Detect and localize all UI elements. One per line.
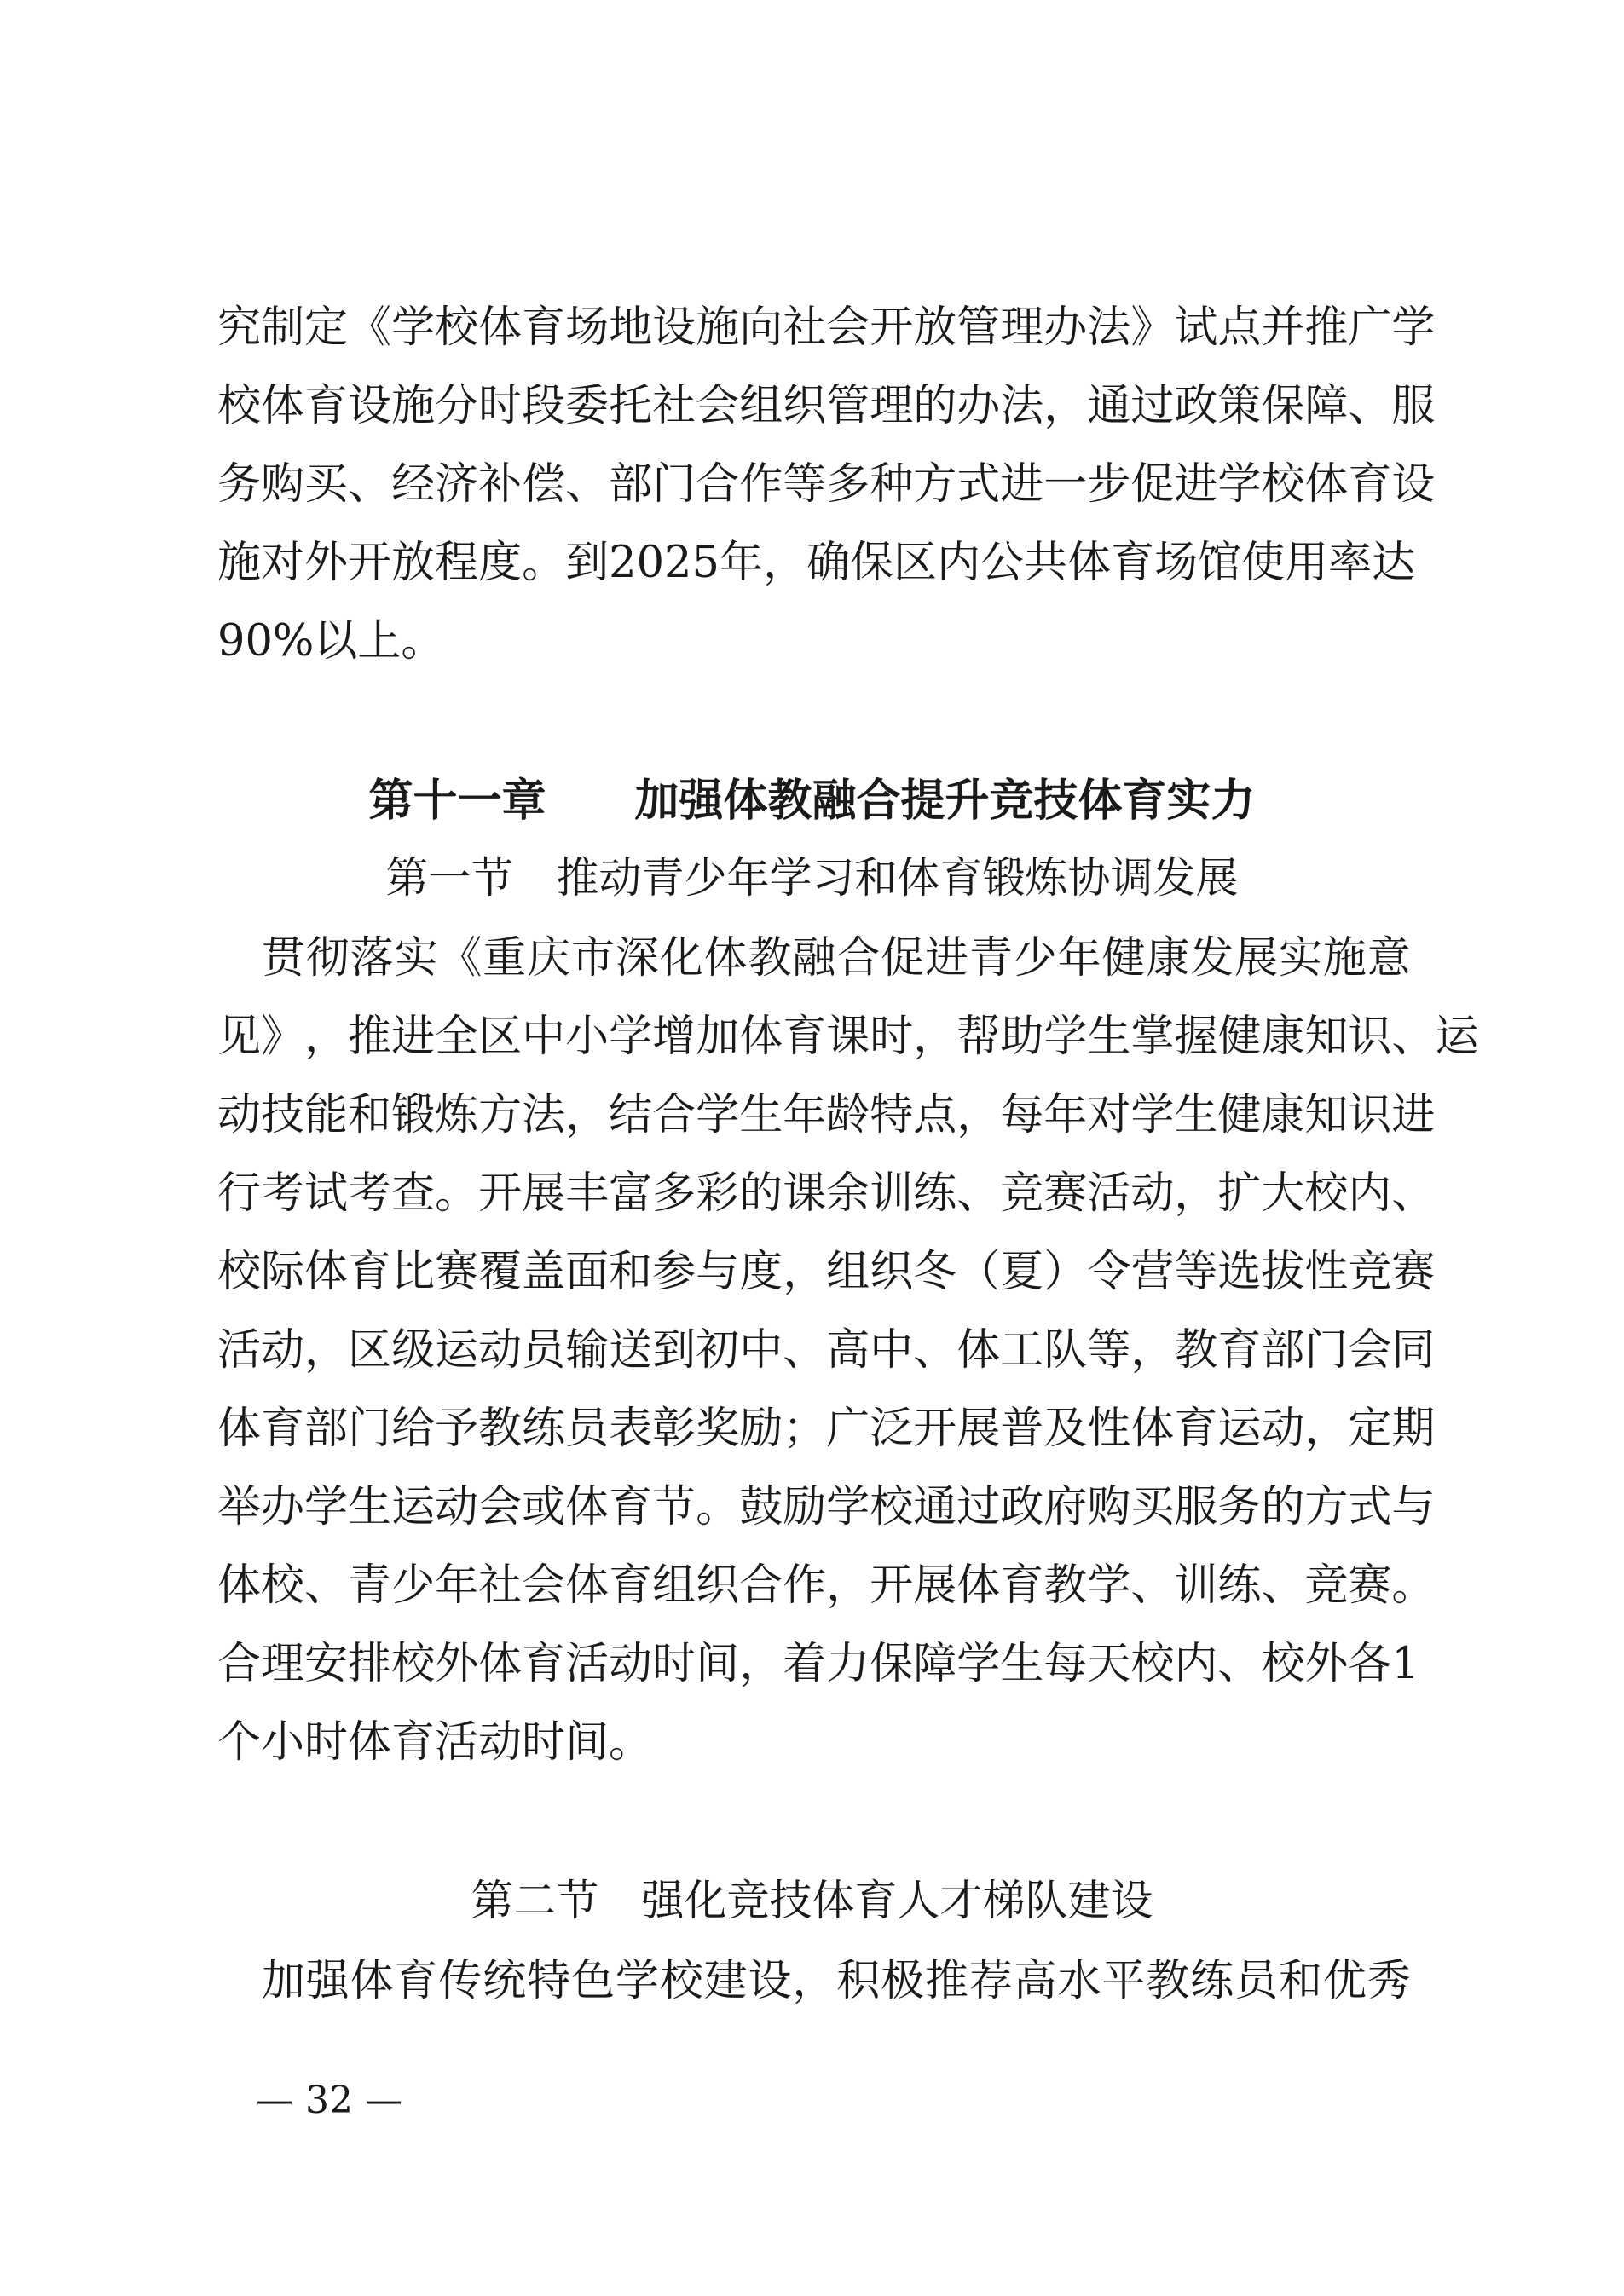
- page-number: — 32 —: [256, 2079, 402, 2122]
- section-heading: 第一节 推动青少年学习和体育锻炼协调发展: [385, 853, 1239, 903]
- text-line: 90%以上。: [217, 616, 445, 666]
- text-line: 贯 彻 落 实 《 重 庆 市 深 化 体 教 融 合 促 进 青 少 年 健 康 发 展 实 施 意: [261, 933, 1411, 984]
- text-line: 动 技 能 和 锻 炼 方 法 ， 结 合 学 生 年 龄 特 点 ， 每 年 对 学 生 健 康 知 识 进: [217, 1090, 1436, 1140]
- text-line: 合 理 安 排 校 外 体 育 活 动 时 间 ， 着 力 保 障 学 生 每 天 校 内 、 校 外 各 1: [217, 1639, 1419, 1689]
- text-line: 体 校 、 青 少 年 社 会 体 育 组 织 合 作 ， 开 展 体 育 教 学 、 训 练 、 竞 赛 。: [217, 1560, 1436, 1611]
- text-line: 见 》 ， 推 进 全 区 中 小 学 增 加 体 育 课 时 ， 帮 助 学 生 掌 握 健 康 知 识 、 运: [217, 1012, 1479, 1062]
- text-line: 校 体 育 设 施 分 时 段 委 托 社 会 组 织 管 理 的 办 法 ， 通 过 政 策 保 障 、 服: [217, 381, 1436, 431]
- text-line: 举 办 学 生 运 动 会 或 体 育 节 。 鼓 励 学 校 通 过 政 府 购 买 服 务 的 方 式 与: [217, 1482, 1436, 1532]
- text-line: 体 育 部 门 给 予 教 练 员 表 彰 奖 励 ； 广 泛 开 展 普 及 性 体 育 运 动 ， 定 期: [217, 1404, 1436, 1454]
- text-line: 行 考 试 考 查 。 开 展 丰 富 多 彩 的 课 余 训 练 、 竞 赛 活 动 ， 扩 大 校 内 、: [217, 1168, 1436, 1219]
- text-line: 施 对 外 开 放 程 度 。 到 2025 年 ， 确 保 区 内 公 共 体 育 场 馆 使 用 率 达: [217, 538, 1416, 588]
- text-line: 务 购 买 、 经 济 补 偿 、 部 门 合 作 等 多 种 方 式 进 一 步 促 进 学 校 体 育 设: [217, 459, 1436, 510]
- text-line: 究 制 定 《 学 校 体 育 场 地 设 施 向 社 会 开 放 管 理 办 法 》 试 点 并 推 广 学: [217, 303, 1436, 353]
- text-line: 活 动 ， 区 级 运 动 员 输 送 到 初 中 、 高 中 、 体 工 队 等 ， 教 育 部 门 会 同: [217, 1325, 1436, 1376]
- text-line: 校 际 体 育 比 赛 覆 盖 面 和 参 与 度 ， 组 织 冬 （ 夏 ） 令 营 等 选 拔 性 竞 赛: [217, 1247, 1436, 1297]
- text-line: 加 强 体 育 传 统 特 色 学 校 建 设 ， 积 极 推 荐 高 水 平 教 练 员 和 优 秀: [261, 1956, 1411, 2006]
- section-heading: 第二节 强化竞技体育人才梯队建设: [471, 1876, 1153, 1925]
- chapter-heading: 第十一章 加强体教融合提升竞技体育实力: [368, 776, 1256, 827]
- text-line: 个小时体育活动时间。: [217, 1717, 653, 1768]
